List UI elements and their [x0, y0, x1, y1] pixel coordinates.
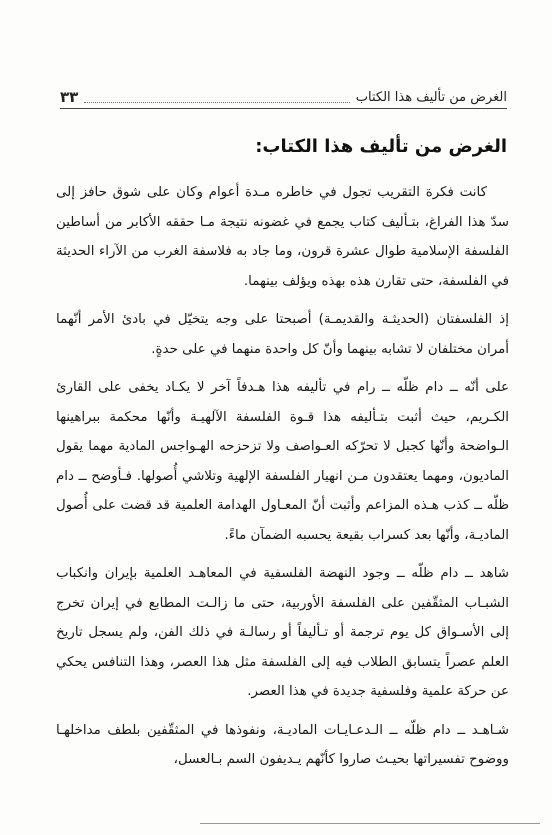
page-bottom-edge [200, 823, 540, 824]
header-rule [60, 108, 507, 109]
section-heading: الغرض من تأليف هذا الكتاب: [255, 136, 507, 157]
running-header [60, 86, 507, 108]
body-text [56, 178, 509, 784]
paragraph-2: إذ الفلسفتان (الحديثـة والقديمـة) أصبحتا على وجه يتخيّل في بادئ الأمر أنّهما أمران مختلفان لا تشابه بينهما وأنّ كل واحدة منهما في على حدةٍ. [56, 312, 509, 357]
header-dot-leader [84, 92, 349, 103]
paragraph-1: كانت فكرة التقريب تجول في خاطره مـدة أعوام وكان على شوق حافز إلى سدّ هذا الفراغ، بتـأليف كتاب يجمع في غضونه نتيجة مـا حققه الأكابر من أساطين الفلسفة الإسلامية طوال عشرة قرون، وما جاد به فلاسفة الغرب من الآراء الحديثة في الفلسفة، حتى تقارن هذه بهذه ويؤلف بينهما. [56, 185, 509, 289]
running-title: الغرض من تأليف هذا الكتاب [355, 89, 507, 105]
paragraph-5: شـاهـد ــ دام ظلّه ــ الـدعـايـات الماديـة، ونفوذها في المثقّفين بلطف مداخلهـا ووضوح تفسيراتها بحيـث صاروا كأنّهم يـديفون السم بـالعسل، [56, 722, 509, 767]
page-number: ٣٣ [60, 88, 79, 106]
paragraph-3: على أنّه ــ دام ظلّه ــ رام في تأليفه هذا هـدفاً آخر لا يكـاد يخفى على القارئ الكـريم، حيث أثبت بتـأليفه هذا قـوة الفلسفة الآلهيـة وأنّها محكمة ببراهينها الـواضحة وأنّها كجبل لا تحرّكه العـواصف ولا تزحزحه الهـواجس المادية مهما يقول الماديون، ومهما يعتقدون مـن انهيار الفلسفة الإلهية وتلاشي أُصولها. فـأوضح ــ دام ظلّه ــ كذب هـذه المزاعم وأثبت أنّ المعـاول الهدامة العلمية قد قضت على أُصول الماديـة، وأنّها بعد كسراب بقيعة يحسبه الضمآن ماءً. [56, 380, 509, 543]
paragraph-4: شاهد ــ دام ظلّه ــ وجود النهضة الفلسفية في المعاهـد العلمية بإيران وانكباب الشبـاب المثقّفين على الفلسفة الأوربية، حتى ما زالـت المطابع في إيران تخرج إلى الأسـواق كل يوم ترجمة أو تـأليفاً أو رسالـة في ذلك الفن، ولم يسجل تاريخ العلم عصراً يتسابق الطلاب فيه إلى الفلسفة مثل هذا العصر، وهذا التنافس يحكي عن حركة علمية وفلسفية جديدة في هذا العصر. [56, 566, 509, 699]
